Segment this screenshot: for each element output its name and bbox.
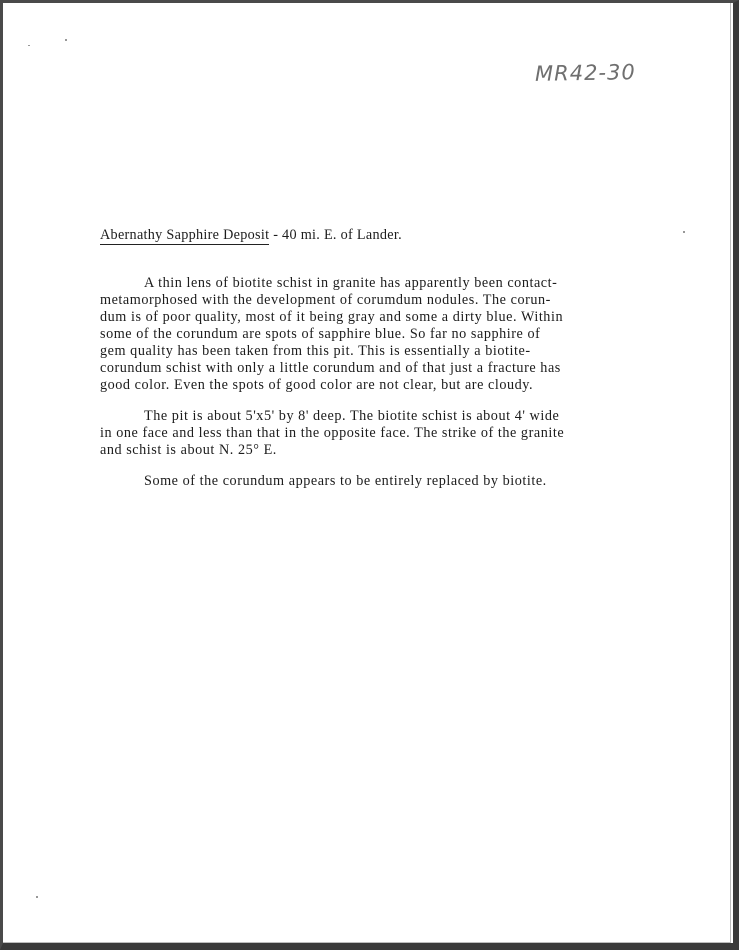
title-deposit-name: Abernathy Sapphire Deposit — [100, 227, 270, 243]
paragraph-3-line-1: Some of the corundum appears to be entirely replaced by biotite. — [144, 473, 547, 489]
scan-speck — [28, 45, 30, 46]
scan-speck — [683, 231, 685, 233]
paragraph-1-line-4: some of the corundum are spots of sapphire blue. So far no sapphire of — [100, 326, 541, 342]
paragraph-1-line-6: corundum schist with only a little corundum and of that just a fracture has — [100, 360, 561, 376]
paragraph-2-line-1: The pit is about 5'x5' by 8' deep. The biotite schist is about 4' wide — [144, 408, 560, 424]
file-mark-handwritten: MR42-30 — [534, 60, 636, 86]
paragraph-1-line-5: gem quality has been taken from this pit. This is essentially a biotite- — [100, 343, 531, 359]
paragraph-1-line-2: metamorphosed with the development of corumdum nodules. The corun- — [100, 292, 551, 308]
scan-speck — [65, 39, 67, 41]
page-sheet — [3, 3, 731, 943]
scan-speck — [36, 896, 38, 898]
paragraph-1-line-1: A thin lens of biotite schist in granite has apparently been contact- — [144, 275, 558, 291]
paragraph-2-line-3: and schist is about N. 25° E. — [100, 442, 277, 458]
paragraph-1-line-7: good color. Even the spots of good color are not clear, but are cloudy. — [100, 377, 534, 393]
paragraph-2-line-2: in one face and less than that in the opposite face. The strike of the granite — [100, 425, 565, 441]
title-location: - 40 mi. E. of Lander. — [269, 227, 402, 243]
paragraph-1-line-3: dum is of poor quality, most of it being gray and some a dirty blue. Within — [100, 309, 564, 325]
document-title — [100, 227, 402, 244]
